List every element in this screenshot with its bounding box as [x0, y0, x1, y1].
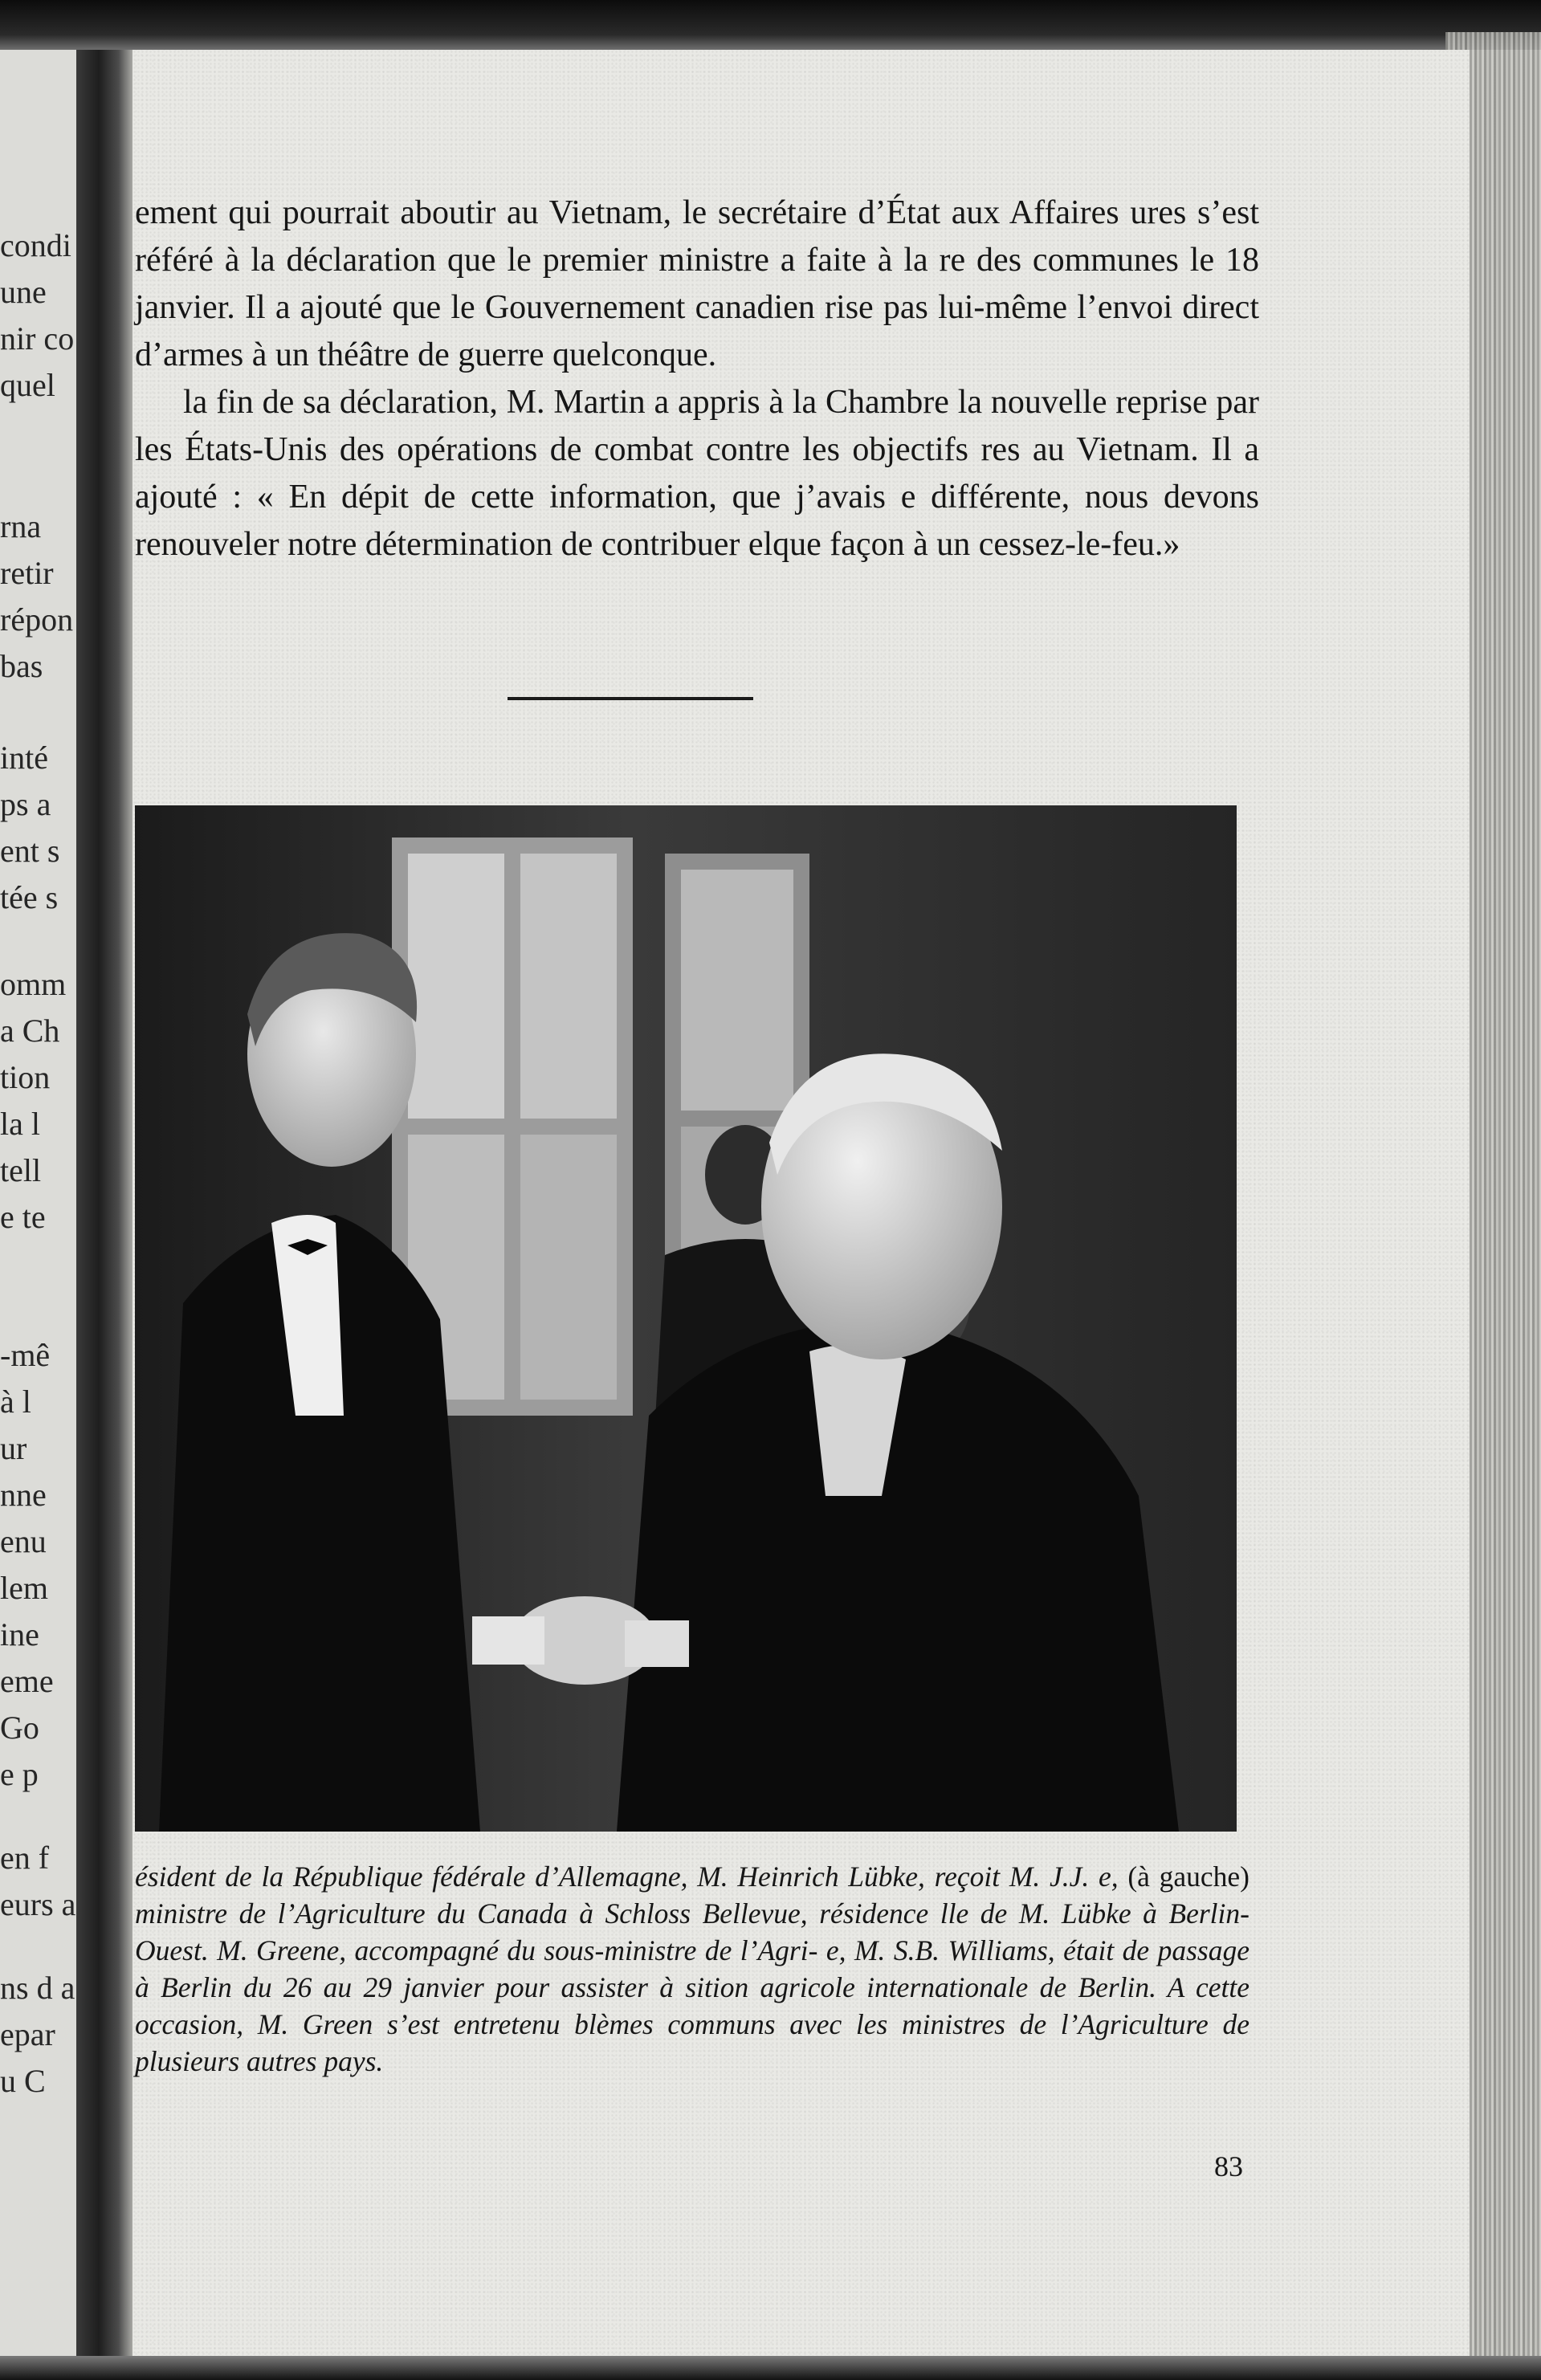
scan-top-edge	[0, 0, 1541, 50]
facing-page-text: ur	[0, 1430, 27, 1466]
photograph	[135, 805, 1237, 1832]
facing-page-text: tell	[0, 1152, 42, 1188]
facing-page-text: ine	[0, 1616, 39, 1653]
facing-page-text: epar	[0, 2016, 55, 2052]
body-text	[135, 190, 1259, 569]
facing-page-text: eme	[0, 1663, 54, 1699]
facing-page-text: omm	[0, 966, 67, 1002]
facing-page-text: bas	[0, 648, 43, 684]
facing-page-text: enu	[0, 1523, 47, 1559]
facing-page-text: à l	[0, 1384, 31, 1420]
facing-page-text: ps a	[0, 786, 51, 822]
facing-page-text: inté	[0, 740, 48, 776]
facing-page-text: retir	[0, 555, 54, 591]
facing-page-text: ent s	[0, 833, 60, 869]
facing-page-text: -mê	[0, 1337, 51, 1373]
facing-page-text: nir co	[0, 320, 75, 357]
facing-page-text: quel	[0, 367, 55, 403]
paragraph: ement qui pourrait aboutir au Vietnam, le secrétaire d’État aux Affaires ures s’est référé à la déclaration que le premier ministre a faite à la re des communes le 18 janvier. Il a ajouté que le Gouvernement canadien rise pas lui-même l’envoi direct d’armes à un théâtre de guerre quelconque.	[135, 194, 1259, 373]
facing-page-text: nne	[0, 1477, 47, 1513]
facing-page-text: en f	[0, 1840, 50, 1876]
caption-text-3: ministre de l’Agriculture du Canada à Schloss Bellevue, résidence lle de M. Lübke à Berlin-Ouest. M. Greene, accompagné du sous-ministre de l’Agri- e, M. S.B. Williams, était de passage à Berlin du 26 au 29 janvier pour assister à sition agricole internationale de Berlin. A cette occasion, M. Green s’est entretenu blèmes communs avec les ministres de l’Agriculture de plusieurs autres pays.	[135, 1897, 1250, 2077]
facing-page-text: répon	[0, 601, 74, 638]
facing-page-text: e te	[0, 1199, 46, 1235]
facing-page-text: rna	[0, 508, 42, 544]
facing-page-text: e p	[0, 1756, 39, 1792]
photo-caption	[135, 1858, 1250, 2080]
facing-page-text: a Ch	[0, 1013, 60, 1049]
caption-text-1: ésident de la République fédérale d’Allemagne, M. Heinrich Lübke, reçoit M. J.J. e,	[135, 1860, 1128, 1893]
caption-text-2: (à gauche)	[1127, 1860, 1250, 1893]
facing-page-text: tion	[0, 1059, 51, 1095]
facing-page-text: une	[0, 274, 47, 310]
paragraph: la fin de sa déclaration, M. Martin a appris à la Chambre la nouvelle reprise par les États-Unis des opérations de combat contre les objectifs res au Vietnam. Il a ajouté : « En dépit de cette information, que j’avais e différente, nous devons renouveler notre détermination de contribuer elque façon à un cessez-le-feu.»	[135, 384, 1259, 563]
facing-page-text: u C	[0, 2063, 46, 2099]
facing-page-text: eurs a	[0, 1886, 76, 1922]
facing-page-text: lem	[0, 1570, 48, 1606]
book-gutter-shadow	[76, 50, 132, 2356]
photograph-drawing	[135, 805, 1237, 1832]
scan-bottom-edge	[0, 2356, 1541, 2380]
facing-page-text: Go	[0, 1710, 39, 1746]
facing-page-fragment	[0, 50, 76, 2356]
facing-page-text: condi	[0, 227, 71, 263]
facing-page-text: tée s	[0, 879, 59, 915]
facing-page-text: la l	[0, 1106, 40, 1142]
page-number: 83	[1214, 2150, 1243, 2182]
facing-page-text: ns d a	[0, 1970, 75, 2006]
section-divider	[508, 697, 753, 700]
